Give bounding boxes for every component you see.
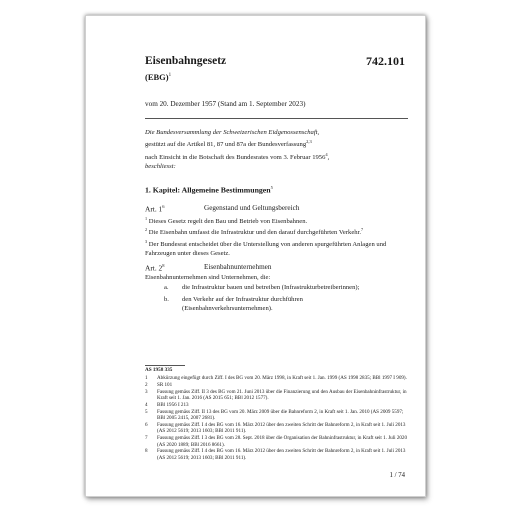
article-1-label: Art. $1^6$ (145, 204, 165, 214)
footnote: 5 Fassung gemäss Ziff. II 13 des BG vom 20. März 2009 über die Bahnreform 2, in Kraft seit 1. Jan. 2010 (AS 2009 5597; BBl 2005 2415, 2007 2681). (145, 408, 404, 422)
preamble (145, 128, 329, 171)
document-number: 742.101 (366, 54, 405, 68)
document-title: Eisenbahngesetz (145, 55, 227, 67)
page-number: 1 / 74 (389, 472, 405, 479)
list-item-label: a. (164, 284, 169, 291)
article-1-title: Gegenstand und Geltungsbereich (204, 204, 300, 212)
footnote-list (145, 375, 412, 462)
footnote: 7 Fassung gemäss Ziff. I 3 des BG vom 28. Sept. 2018 über die Organisation der Bahninfrastruktur, in Kraft seit 1. Juli 2020 (AS 2020 1889; BBl 2016 8661). (145, 435, 408, 448)
document-date: vom 20. Dezember 1957 (Stand am 1. September 2023) (145, 100, 306, 108)
footnote: 2 SR 101 (145, 381, 173, 388)
article-1-paragraph-3: $^3$ Der Bundesrat entscheidet über die Unterstellung von anderen spurgeführten Anlagen und Fahrzeugen unter dieses Gesetz. (145, 239, 387, 257)
preamble-line-1: Die Bundesversammlung der Schweizerischen Eidgenossenschaft, (145, 129, 320, 136)
list-item-text: den Verkehr auf der Infrastruktur durchführen (Eisenbahnverkehrsunternehmen). (182, 296, 303, 312)
footnote: 4 BBl 1956 I 213 (145, 401, 189, 408)
document-page (85, 15, 426, 497)
article-1-paragraph-2: $^2$ Die Eisenbahn umfasst die Infrastruktur und den darauf durchgeführten Verkehr.$^7$ (145, 227, 364, 237)
preamble-line-2: gestützt auf die Artikel 81, 87 und 87a der Bundesverfassung$^{2,3}$ (145, 139, 312, 149)
list-item-label: b. (164, 296, 169, 303)
footnote-divider (145, 365, 185, 366)
article-2-label: Art. $2^8$ (145, 263, 165, 273)
article-1-paragraph-1: $^1$ Dieses Gesetz regelt den Bau und Betrieb von Eisenbahnen. (145, 216, 308, 226)
article-2-intro: Eisenbahnunternehmen sind Unternehmen, die: (145, 274, 271, 281)
footnote-source: AS 1958 335 (145, 367, 173, 373)
document-abbreviation: (EBG)$^1$ (145, 72, 172, 82)
list-item-text: die Infrastruktur bauen und betreiben (Infrastrukturbetreiberinnen); (182, 284, 360, 291)
preamble-line-4: beschliesst: (145, 162, 176, 170)
chapter-heading: 1. Kapitel: Allgemeine Bestimmungen$^5$ (145, 185, 273, 195)
footnote: 1 Abkürzung eingefügt durch Ziff. I des BG vom 20. März 1998, in Kraft seit 1. Jan. 1999 (AS 1998 2835; BBl 1997 I 909). (145, 375, 407, 381)
footnote: 3 Fassung gemäss Ziff. II 3 des BG vom 21. Juni 2013 über die Finanzierung und den Ausbau der Eisenbahninfrastruktur, in Kraft seit 1. Jan. 2016 (AS 2015 651; BBl 2012 1577). (145, 388, 407, 402)
footnote: 6 Fassung gemäss Ziff. I 4 des BG vom 16. März 2012 über den zweiten Schritt der Bahnreform 2, in Kraft seit 1. Juli 2013 (AS 2012 5619; 2013 1603; BBl 2011 911). (145, 422, 406, 435)
article-2-title: Eisenbahnunternehmen (204, 263, 272, 271)
title-divider (145, 118, 408, 119)
footnote: 8 Fassung gemäss Ziff. I 4 des BG vom 16. März 2012 über den zweiten Schritt der Bahnreform 2, in Kraft seit 1. Juli 2013 (AS 2012 5619; 2013 1603; BBl 2011 911). (145, 448, 406, 461)
preamble-line-3: nach Einsicht in die Botschaft des Bundesrates vom 3. Februar 1956$^4$, (145, 151, 330, 161)
